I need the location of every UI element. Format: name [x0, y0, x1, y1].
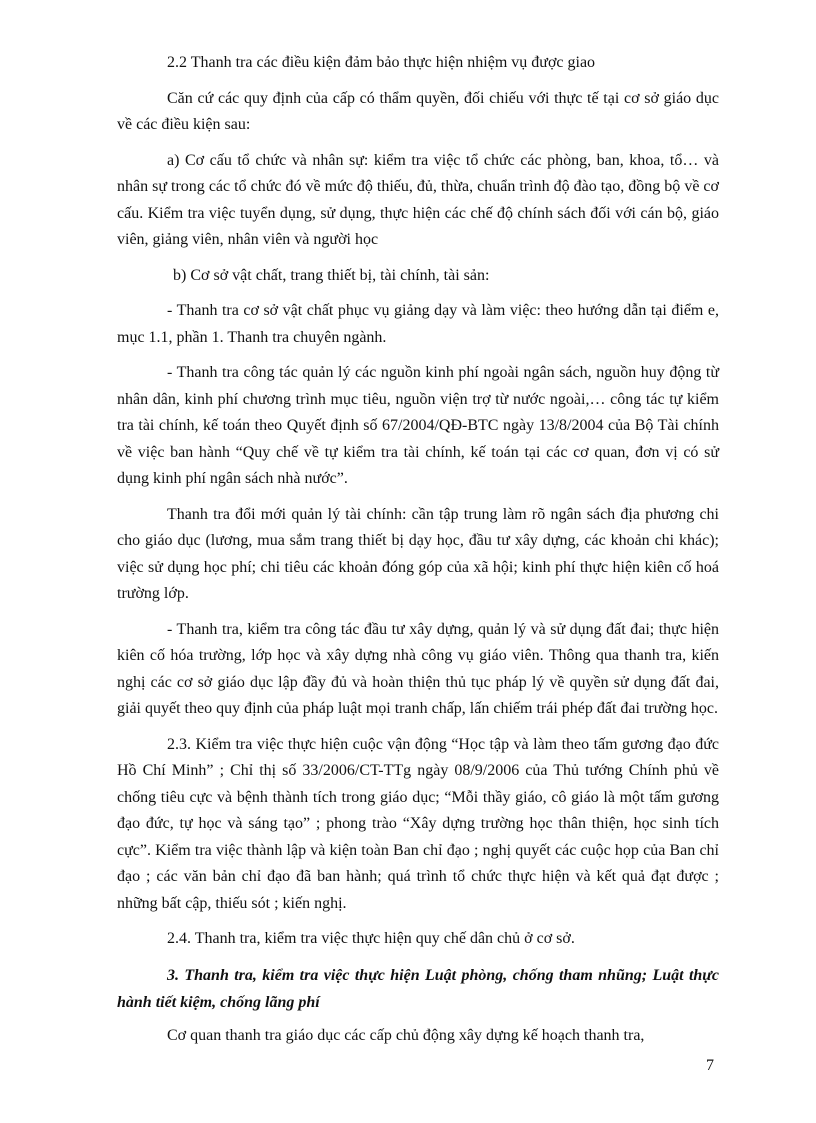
section-2-2-title: 2.2 Thanh tra các điều kiện đảm bảo thực hiện nhiệm vụ được giao	[167, 54, 596, 71]
finance-paragraph: Thanh tra đổi mới quản lý tài chính: cần tập trung làm rõ ngân sách địa phương chi cho giáo dục (lương, mua sắm trang thiết bị dạy học, đầu tư xây dựng, các khoản chi khác); việc sử dụng học phí; chi tiêu các khoản đóng góp của xã hội; kinh phí thực hiện kiên cố hoá trường lớp.	[117, 505, 719, 602]
bullet-facilities: - Thanh tra cơ sở vật chất phục vụ giảng dạy và làm việc: theo hướng dẫn tại điểm e, mục 1.1, phần 1. Thanh tra chuyên ngành.	[117, 302, 719, 346]
section-2-2-intro: Căn cứ các quy định của cấp có thẩm quyền, đối chiếu với thực tế tại cơ sở giáo dục về các điều kiện sau:	[117, 89, 719, 133]
page-number: 7	[706, 1057, 714, 1074]
section-2-3-paragraph: 2.3. Kiểm tra việc thực hiện cuộc vận động “Học tập và làm theo tấm gương đạo đức Hồ Chí Minh” ; Chỉ thị số 33/2006/CT-TTg ngày 08/9/2006 của Thủ tướng Chính phủ về chống tiêu cực và bệnh thành tích trong giáo dục; “Mỗi thầy giáo, cô giáo là một tấm gương đạo đức, tự học và sáng tạo” ; phong trào “Xây dựng trường học thân thiện, học sinh tích cực”. Kiểm tra việc thành lập và kiện toàn Ban chỉ đạo ; nghị quyết các cuộc họp của Ban chỉ đạo ; các văn bản chỉ đạo đã ban hành; quá trình tổ chức thực hiện và kết quả đạt được ; những bất cập, thiếu sót ; kiến nghị.	[117, 735, 719, 912]
bullet-funding: - Thanh tra công tác quản lý các nguồn kinh phí ngoài ngân sách, nguồn huy động từ nhân dân, kinh phí chương trình mục tiêu, nguồn viện trợ từ nước ngoài,… công tác tự kiểm tra tài chính, kế toán theo Quyết định số 67/2004/QĐ-BTC ngày 13/8/2004 của Bộ Tài chính về việc ban hành “Quy chế về tự kiểm tra tài chính, kế toán tại các cơ quan, đơn vị có sử dụng kinh phí ngân sách nhà nước”.	[117, 364, 719, 487]
item-b-paragraph: b) Cơ sở vật chất, trang thiết bị, tài chính, tài sản:	[173, 266, 490, 284]
item-a-paragraph: a) Cơ cấu tổ chức và nhân sự: kiểm tra việc tổ chức các phòng, ban, khoa, tổ… và nhân sự trong các tổ chức đó về mức độ thiếu, đủ, thừa, chuẩn trình độ đào tạo, đồng bộ về cơ cấu. Kiểm tra việc tuyển dụng, sử dụng, thực hiện các chế độ chính sách đối với cán bộ, giáo viên, giảng viên, nhân viên và người học	[117, 151, 719, 248]
document-page	[117, 50, 719, 1058]
section-2-4-paragraph: 2.4. Thanh tra, kiểm tra việc thực hiện quy chế dân chủ ở cơ sở.	[167, 930, 575, 947]
section-3-paragraph: Cơ quan thanh tra giáo dục các cấp chủ động xây dựng kế hoạch thanh tra,	[167, 1026, 645, 1044]
bullet-construction: - Thanh tra, kiểm tra công tác đầu tư xây dựng, quản lý và sử dụng đất đai; thực hiện kiên cố hóa trường, lớp học và xây dựng nhà công vụ giáo viên. Thông qua thanh tra, kiến nghị các cơ sở giáo dục lập đầy đủ và hoàn thiện thủ tục pháp lý về quyền sử dụng đất đai, giải quyết theo quy định của pháp luật mọi tranh chấp, lấn chiếm trái phép đất đai trường học.	[117, 620, 719, 717]
section-3-heading: 3. Thanh tra, kiểm tra việc thực hiện Luật phòng, chống tham nhũng; Luật thực hành tiết kiệm, chống lãng phí	[117, 966, 719, 1011]
